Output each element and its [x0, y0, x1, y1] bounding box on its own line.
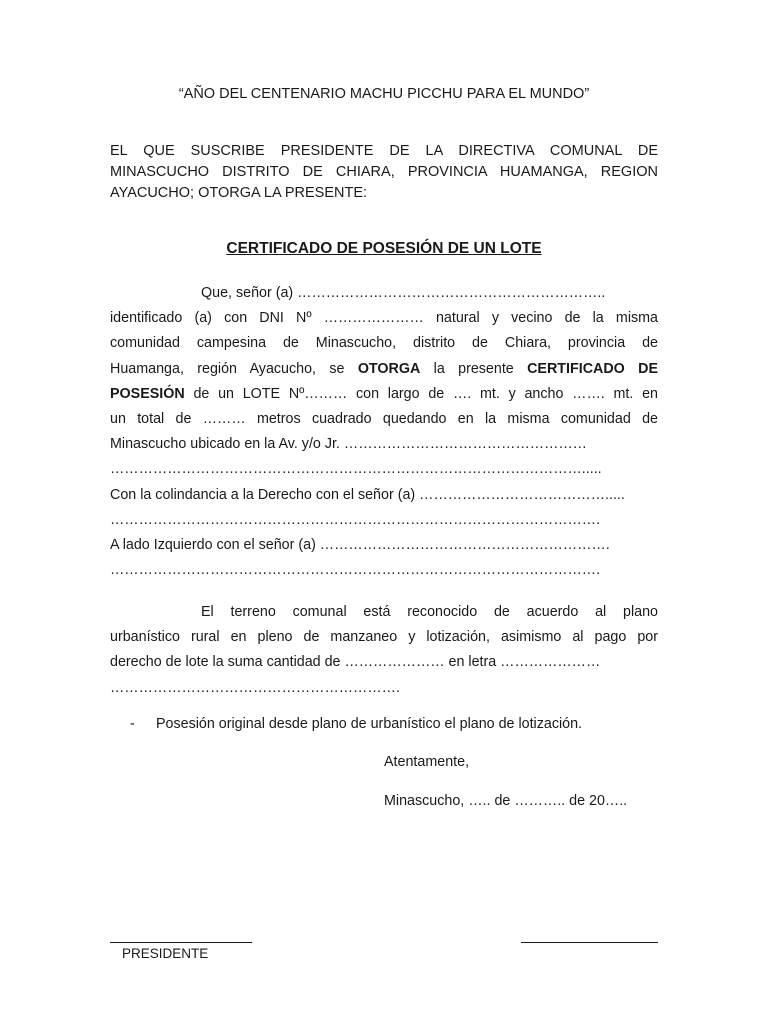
body-line: urbanístico rural en pleno de manzaneo y lotización, asimismo al pago por	[110, 629, 658, 646]
document-page	[110, 0, 658, 1024]
date-line: Minascucho, ….. de ……….. de 20…..	[384, 793, 628, 809]
body-text: de un LOTE Nº……… con largo de …. mt. y ancho ……. mt. en	[193, 385, 658, 402]
body-line: …………………………………………………….	[110, 679, 400, 696]
signature-label: PRESIDENTE	[122, 946, 209, 961]
body-bold-text: CERTIFICADO DE	[527, 360, 658, 377]
signature-line-right	[521, 942, 658, 943]
intro-line: EL QUE SUSCRIBE PRESIDENTE DE LA DIRECTIVA COMUNAL DE	[110, 143, 658, 159]
terrain-paragraph	[110, 600, 658, 701]
body-line: Con la colindancia a la Derecho con el señor (a) ………………………………….....	[110, 486, 625, 503]
body-text: Huamanga, región Ayacucho, se	[110, 360, 345, 377]
closing-salutation: Atentamente,	[384, 754, 470, 770]
body-text: la presente	[433, 360, 514, 377]
body-line	[110, 382, 658, 407]
body-line: El terreno comunal está reconocido de acuerdo al plano	[201, 604, 658, 620]
body-line: ………………………………………………………………………………………….	[110, 511, 601, 528]
certificate-body	[110, 281, 658, 583]
bullet-item	[130, 716, 582, 732]
body-line: un total de ……… metros cuadrado quedando en la misma comunidad de	[110, 411, 658, 428]
body-line: Minascucho ubicado en la Av. y/o Jr. ……………………………………………	[110, 436, 587, 453]
intro-line: AYACUCHO; OTORGA LA PRESENTE:	[110, 185, 368, 201]
body-line: derecho de lote la suma cantidad de ………………… en letra …………………	[110, 654, 601, 671]
body-line: ……………………………………………………………………………………….....	[110, 461, 602, 478]
year-motto: “AÑO DEL CENTENARIO MACHU PICCHU PARA EL MUNDO”	[178, 86, 590, 102]
bullet-dash: -	[130, 716, 135, 732]
intro-line: MINASCUCHO DISTRITO DE CHIARA, PROVINCIA HUAMANGA, REGION	[110, 164, 658, 180]
body-line: identificado (a) con DNI Nº ………………… natural y vecino de la misma	[110, 310, 658, 327]
body-line	[110, 357, 658, 382]
body-bold-text: OTORGA	[357, 360, 421, 377]
body-bold-text: POSESIÓN	[110, 385, 185, 402]
bullet-text: Posesión original desde plano de urbanístico el plano de lotización.	[156, 716, 583, 732]
body-line: Que, señor (a) ………………………………………………………..	[201, 285, 606, 301]
body-line: A lado Izquierdo con el señor (a) …………………………………………………….	[110, 537, 610, 554]
document-title: CERTIFICADO DE POSESIÓN DE UN LOTE	[226, 240, 542, 257]
body-line: comunidad campesina de Minascucho, distrito de Chiara, provincia de	[110, 335, 658, 352]
body-line: ………………………………………………………………………………………….	[110, 562, 601, 579]
signature-line-left	[110, 942, 252, 943]
intro-paragraph	[110, 141, 658, 204]
